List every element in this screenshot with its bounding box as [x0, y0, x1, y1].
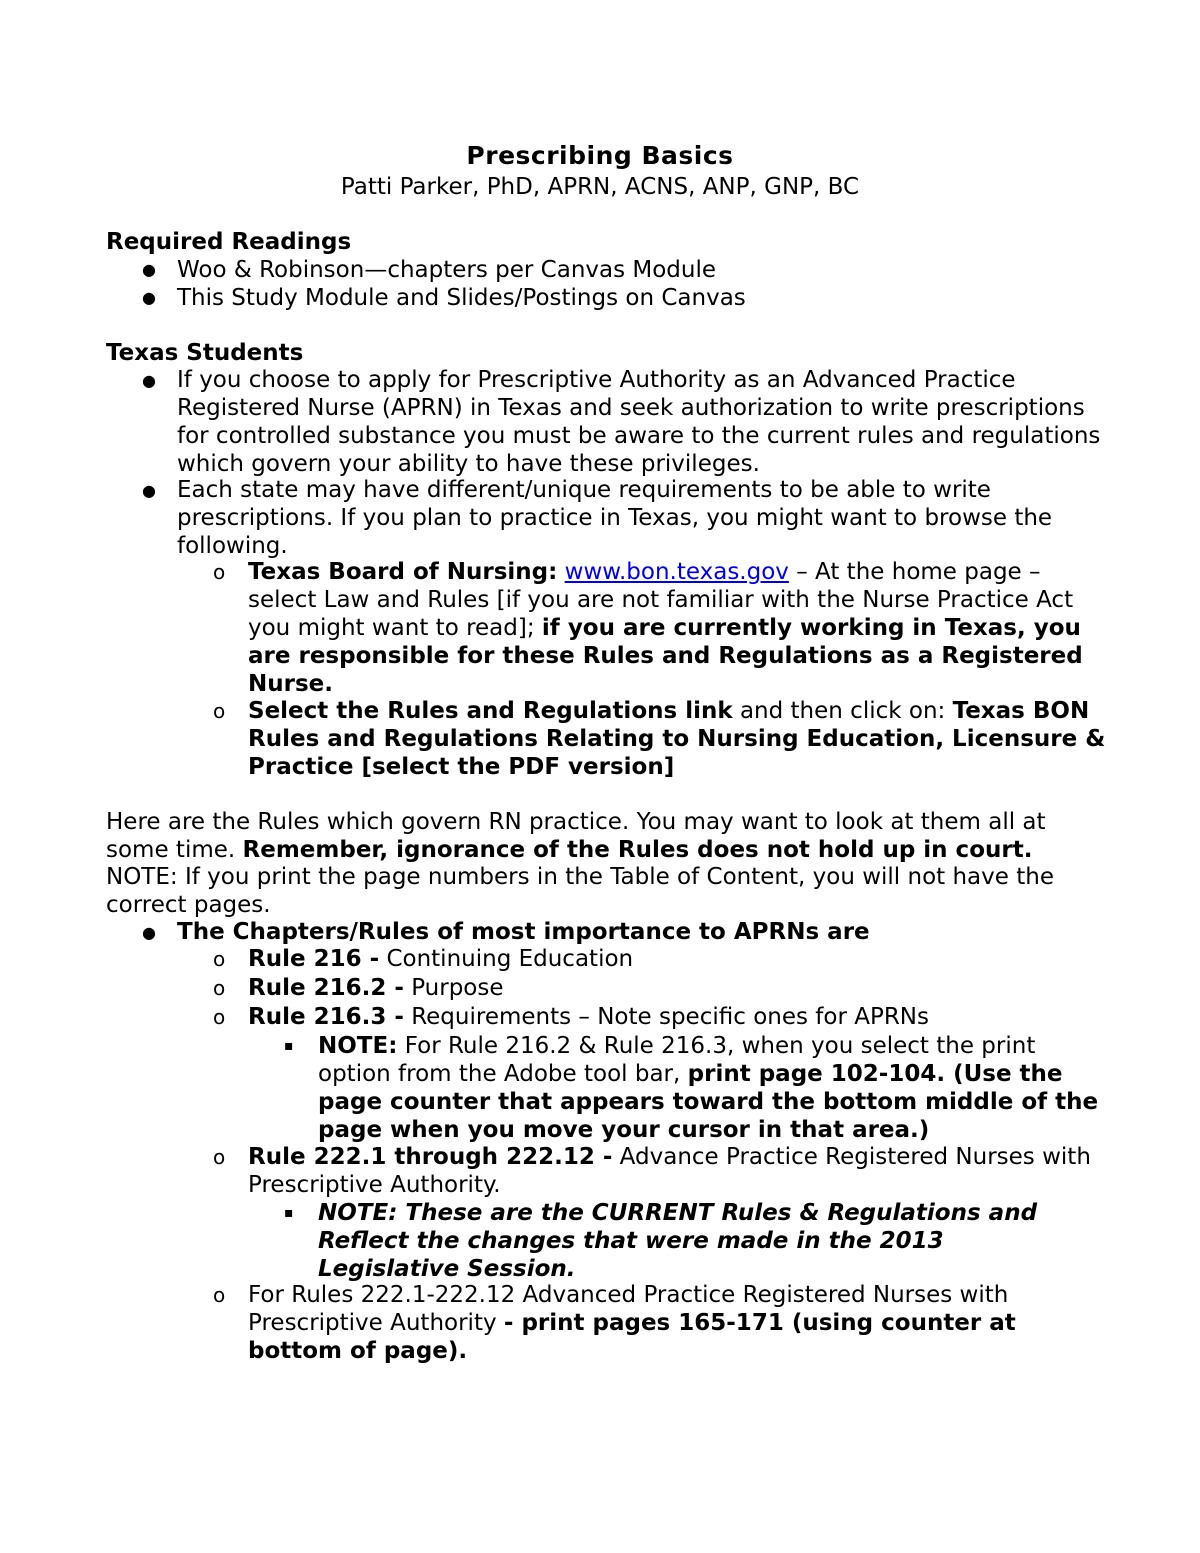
- rules-222-print: [248, 1281, 1068, 1365]
- texas-bullet-apply: If you choose to apply for Prescriptive Authority as an Advanced Practice Registered Nurse (APRN) in Texas and seek authorization to write prescriptions for controlled substance you must be aware to the current rules and regulations which govern your ability to have these privileges.: [177, 367, 1101, 477]
- texas-bon-responsibility: if you are currently working in Texas, you are responsible for these Rules and Regulations as a Registered Nurse.: [248, 615, 1083, 697]
- bullet-icon: ●: [142, 260, 156, 279]
- page-title: Prescribing Basics: [466, 141, 734, 170]
- texas-bullet-state: Each state may have different/unique requirements to be able to write prescriptions. If you plan to practice in Texas, you might want to browse the following.: [177, 477, 1053, 559]
- circle-bullet-icon: o: [213, 976, 226, 1000]
- rule-216-2: [248, 974, 1108, 1002]
- reading-item: Woo & Robinson—chapters per Canvas Module: [177, 257, 717, 283]
- print-note-216: [318, 1032, 1108, 1144]
- rules-intro-warning: Remember, ignorance of the Rules does not hold up in court.: [242, 837, 1033, 863]
- texas-bon-item: [248, 558, 1108, 698]
- rules-222-print-text: For Rules 222.1-222.12 Advanced Practice Registered Nurses with Prescriptive Authority: [248, 1282, 1009, 1336]
- circle-bullet-icon: o: [213, 560, 226, 584]
- texas-bon-text: – At the home page – select Law and Rules [if you are not familiar with the Nurse Practice Act you might want to read];: [248, 559, 1074, 641]
- bon-website-link[interactable]: www.bon.texas.gov: [564, 559, 789, 585]
- rule-222-text: Advance Practice Registered Nurses with Prescriptive Authority.: [248, 1144, 1091, 1198]
- rule-216-text: Continuing Education: [379, 946, 634, 972]
- square-bullet-icon: ▪: [284, 1038, 294, 1054]
- rule-222: [248, 1143, 1108, 1199]
- rules-intro: [106, 808, 1106, 864]
- rules-link-item: [248, 697, 1108, 781]
- rule-222-label: Rule 222.1 through 222.12 -: [248, 1144, 613, 1170]
- bullet-icon: ●: [142, 481, 156, 500]
- toc-note: NOTE: If you print the page numbers in the Table of Content, you will not have the correct pages.: [106, 864, 1054, 918]
- print-note-text: For Rule 216.2 & Rule 216.3, when you select the print option from the Adobe tool bar,: [318, 1033, 1036, 1087]
- rule-216-2-text: Purpose: [403, 975, 504, 1001]
- rule-216-3-text: Requirements – Note specific ones for APRNs: [403, 1004, 929, 1030]
- required-readings-heading: Required Readings: [106, 229, 352, 255]
- current-rules-note: NOTE: These are the CURRENT Rules & Regulations and Reflect the changes that were made in the 2013 Legislative Session.: [318, 1200, 1038, 1282]
- rule-216-label: Rule 216 -: [248, 946, 380, 972]
- square-bullet-icon: ▪: [284, 1205, 294, 1221]
- rule-216-3: [248, 1003, 1108, 1031]
- circle-bullet-icon: o: [213, 1145, 226, 1169]
- bullet-icon: ●: [142, 923, 156, 942]
- print-note-label: NOTE:: [318, 1033, 398, 1059]
- rules-link-target: Texas BON Rules and Regulations Relating to Nursing Education, Licensure & Practice [select the PDF version]: [248, 698, 1106, 780]
- circle-bullet-icon: o: [213, 1283, 226, 1307]
- texas-bon-label: Texas Board of Nursing:: [248, 559, 558, 585]
- rules-intro-text: Here are the Rules which govern RN practice. You may want to look at them all at some time.: [106, 809, 1046, 863]
- print-note-pages: print page 102-104. (Use the page counter that appears toward the bottom middle of the page when you move your cursor in that area.): [318, 1061, 1099, 1143]
- circle-bullet-icon: o: [213, 947, 226, 971]
- rules-link-text: and then click on:: [732, 698, 953, 724]
- chapters-heading: The Chapters/Rules of most importance to APRNs are: [177, 919, 870, 945]
- author-line: Patti Parker, PhD, APRN, ACNS, ANP, GNP, BC: [340, 174, 860, 200]
- rules-222-print-pages: - print pages 165-171 (using counter at bottom of page).: [248, 1310, 1016, 1364]
- circle-bullet-icon: o: [213, 1005, 226, 1029]
- bullet-icon: ●: [142, 288, 156, 307]
- reading-item: This Study Module and Slides/Postings on Canvas: [177, 285, 746, 311]
- bullet-icon: ●: [142, 371, 156, 390]
- texas-students-heading: Texas Students: [106, 340, 304, 366]
- rule-216: [248, 945, 1108, 973]
- rules-link-label: Select the Rules and Regulations link: [248, 698, 733, 724]
- rule-216-2-label: Rule 216.2 -: [248, 975, 404, 1001]
- rule-216-3-label: Rule 216.3 -: [248, 1004, 404, 1030]
- circle-bullet-icon: o: [213, 699, 226, 723]
